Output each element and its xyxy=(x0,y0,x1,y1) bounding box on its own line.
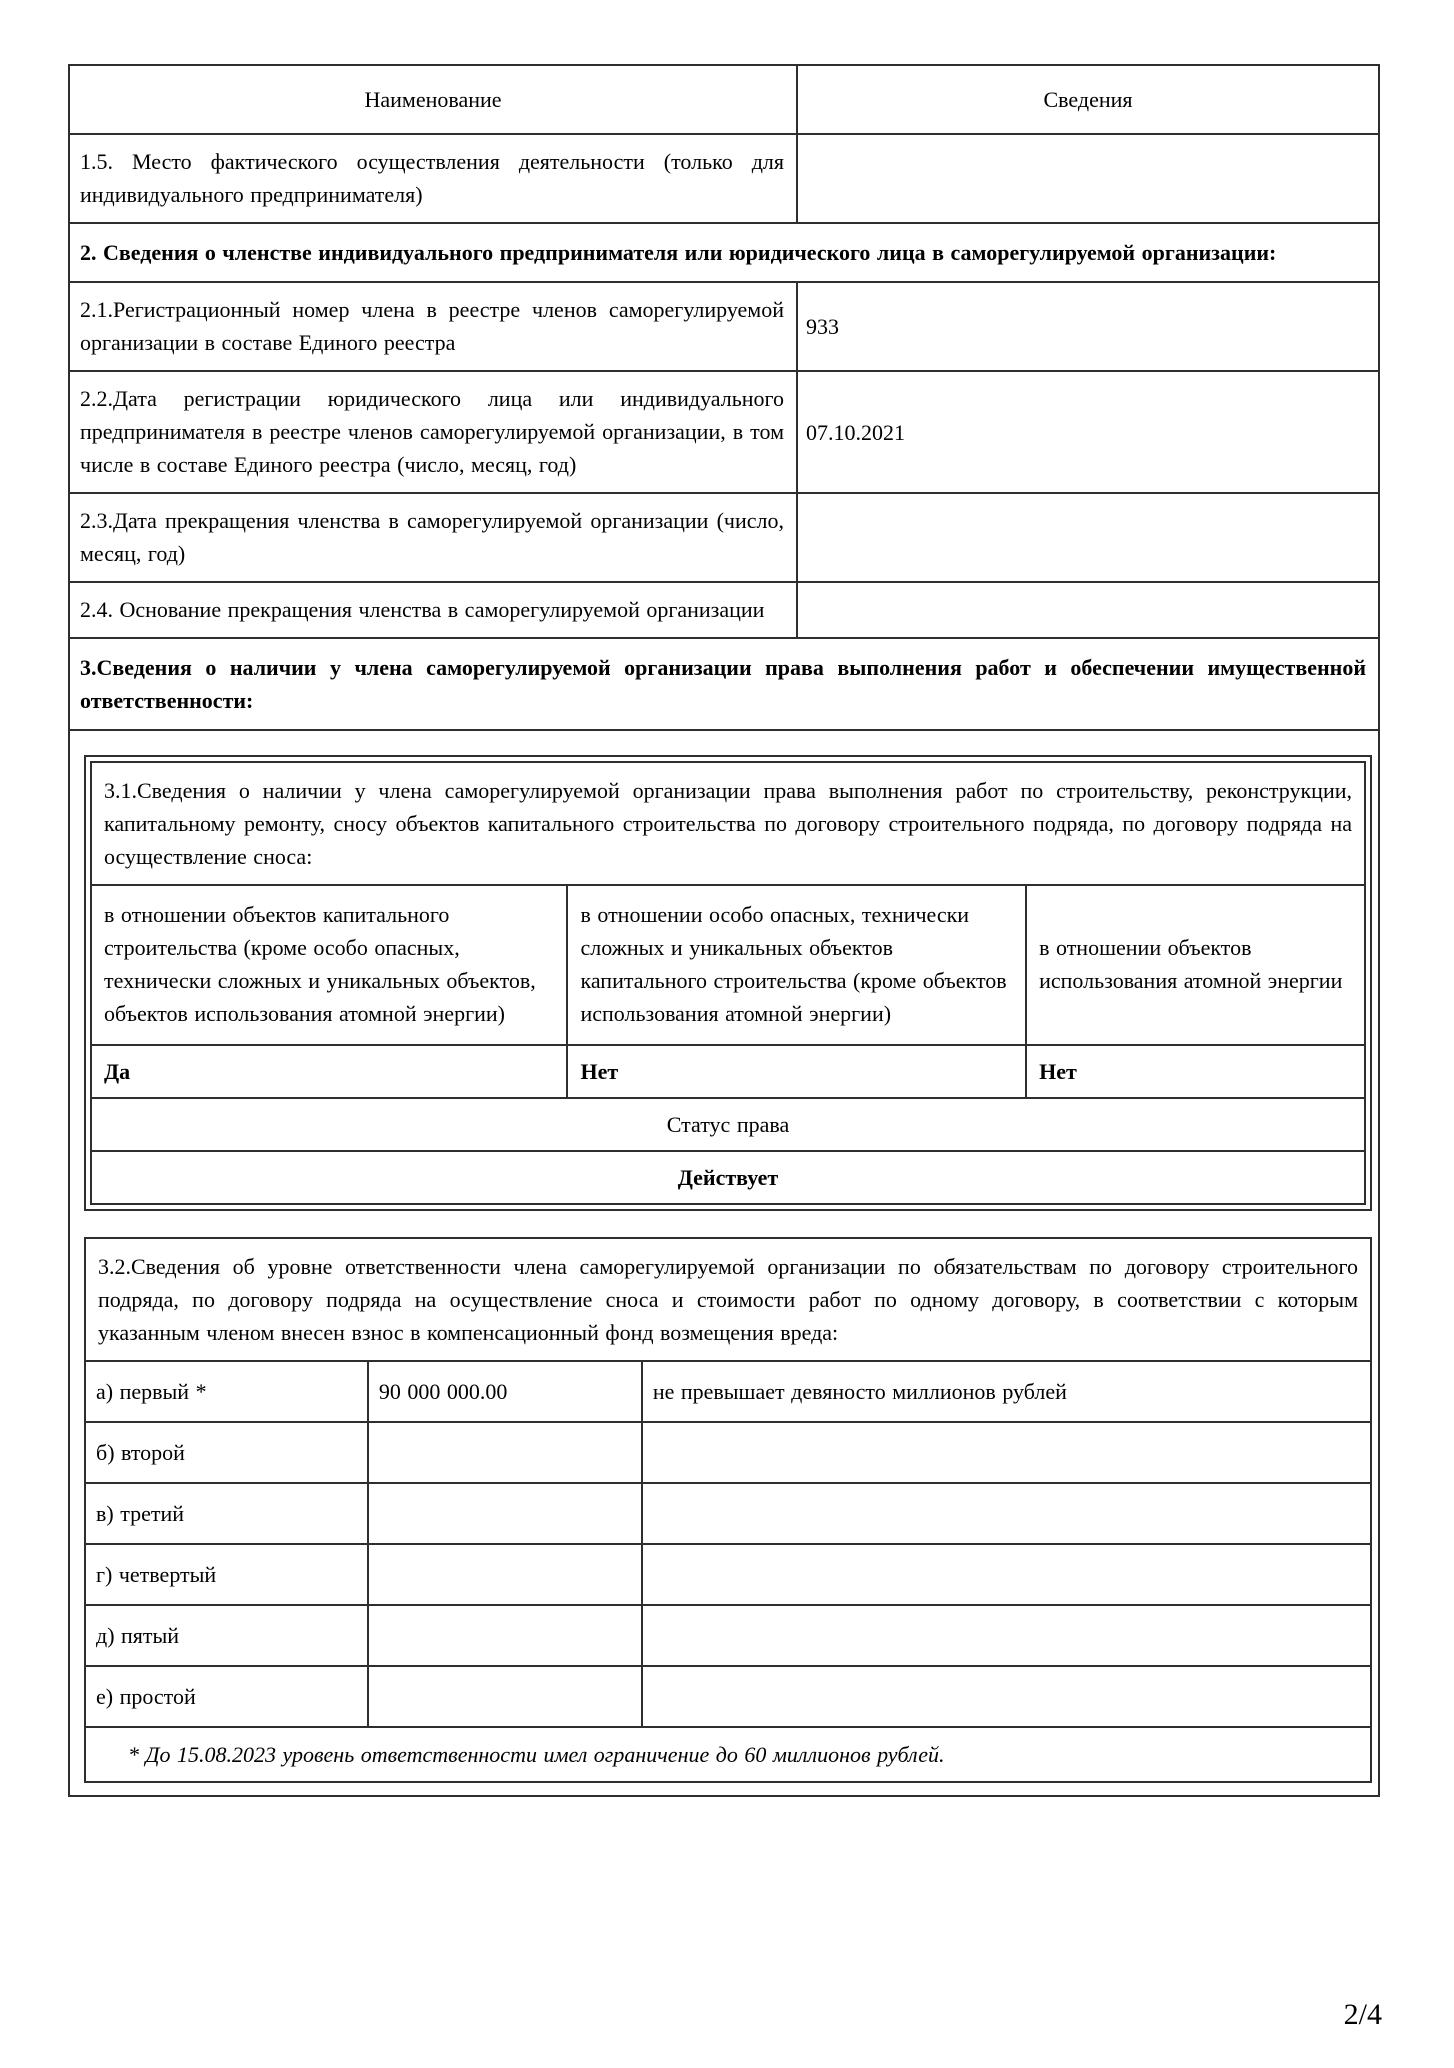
scope-capital-construction-label: в отношении объектов капитального строительства (кроме особо опасных, технически сложных и уникальных объектов, объектов использования атомной энергии) xyxy=(91,885,567,1045)
column-header-info: Сведения xyxy=(797,65,1379,134)
page-number: 2/4 xyxy=(1343,1998,1382,2031)
table-row xyxy=(85,1238,1371,1361)
responsibility-levels-table xyxy=(84,1237,1372,1783)
footnote-text: * До 15.08.2023 уровень ответственности имел ограничение до 60 миллионов рублей. xyxy=(85,1727,1371,1782)
section-2-header-row xyxy=(69,223,1379,282)
level-fifth-amount xyxy=(368,1605,642,1666)
work-rights-table xyxy=(90,761,1366,1205)
table-header-row xyxy=(69,65,1379,134)
registry-extract-table xyxy=(68,64,1380,1797)
row-2-2-value: 07.10.2021 xyxy=(797,371,1379,493)
footnote-row xyxy=(85,1727,1371,1782)
level-simple-amount xyxy=(368,1666,642,1727)
level-fourth-amount xyxy=(368,1544,642,1605)
level-row-fifth xyxy=(85,1605,1371,1666)
row-2-3-label: 2.3.Дата прекращения членства в саморегулируемой организации (число, месяц, год) xyxy=(69,493,797,582)
table-row xyxy=(91,885,1365,1045)
level-fifth-label: д) пятый xyxy=(85,1605,368,1666)
level-third-description xyxy=(642,1483,1371,1544)
table-row xyxy=(69,493,1379,582)
block-3-1-title: 3.1.Сведения о наличии у члена саморегулируемой организации права выполнения работ по строительству, реконструкции, капитальному ремонту, сносу объектов капитального строительства по договору строительного подряда, по договору подряда на осуществление сноса: xyxy=(91,762,1365,885)
row-2-2-label: 2.2.Дата регистрации юридического лица или индивидуального предпринимателя в реестре членов саморегулируемой организации, в том числе в составе Единого реестра (число, месяц, год) xyxy=(69,371,797,493)
block-3-2-title: 3.2.Сведения об уровне ответственности члена саморегулируемой организации по обязательствам по договору строительного подряда, по договору подряда на осуществление сноса и стоимости работ по одному договору, в соответствии с которым указанным членом внесен взнос в компенсационный фонд возмещения вреда: xyxy=(85,1238,1371,1361)
level-second-label: б) второй xyxy=(85,1422,368,1483)
row-2-1-value: 933 xyxy=(797,282,1379,371)
spacer xyxy=(84,1211,1372,1237)
level-first-amount: 90 000 000.00 xyxy=(368,1361,642,1422)
table-row xyxy=(69,282,1379,371)
right-status-value: Действует xyxy=(91,1151,1365,1204)
level-row-simple xyxy=(85,1666,1371,1727)
level-simple-description xyxy=(642,1666,1371,1727)
level-row-second xyxy=(85,1422,1371,1483)
section-3-content-cell xyxy=(69,730,1379,1796)
row-2-4-value xyxy=(797,582,1379,638)
table-row xyxy=(69,134,1379,223)
column-header-name: Наименование xyxy=(69,65,797,134)
scope-nuclear-energy-label: в отношении объектов использования атомной энергии xyxy=(1026,885,1365,1045)
section-3-content-row xyxy=(69,730,1379,1796)
table-row xyxy=(69,582,1379,638)
block-3-1-wrapper xyxy=(84,755,1372,1211)
level-fourth-label: г) четвертый xyxy=(85,1544,368,1605)
row-1-5-label: 1.5. Место фактического осуществления деятельности (только для индивидуального предпринимателя) xyxy=(69,134,797,223)
section-2-title: 2. Сведения о членстве индивидуального предпринимателя или юридического лица в саморегулируемой организации: xyxy=(69,223,1379,282)
level-row-fourth xyxy=(85,1544,1371,1605)
level-third-amount xyxy=(368,1483,642,1544)
table-row xyxy=(69,371,1379,493)
level-row-third xyxy=(85,1483,1371,1544)
scope-capital-construction-value: Да xyxy=(91,1045,567,1098)
level-fifth-description xyxy=(642,1605,1371,1666)
level-fourth-description xyxy=(642,1544,1371,1605)
right-status-caption: Статус права xyxy=(91,1098,1365,1151)
level-first-description: не превышает девяносто миллионов рублей xyxy=(642,1361,1371,1422)
scope-hazardous-objects-label: в отношении особо опасных, технически сложных и уникальных объектов капитального строительства (кроме объектов использования атомной энергии) xyxy=(567,885,1026,1045)
table-row xyxy=(91,1045,1365,1098)
section-3-header-row xyxy=(69,638,1379,730)
table-row xyxy=(91,762,1365,885)
scope-nuclear-energy-value: Нет xyxy=(1026,1045,1365,1098)
level-second-amount xyxy=(368,1422,642,1483)
table-row xyxy=(91,1098,1365,1151)
level-first-label: а) первый * xyxy=(85,1361,368,1422)
row-2-4-label: 2.4. Основание прекращения членства в саморегулируемой организации xyxy=(69,582,797,638)
level-third-label: в) третий xyxy=(85,1483,368,1544)
row-2-1-label: 2.1.Регистрационный номер члена в реестре членов саморегулируемой организации в составе Единого реестра xyxy=(69,282,797,371)
section-3-title: 3.Сведения о наличии у члена саморегулируемой организации права выполнения работ и обеспечении имущественной ответственности: xyxy=(69,638,1379,730)
scope-hazardous-objects-value: Нет xyxy=(567,1045,1026,1098)
row-1-5-value xyxy=(797,134,1379,223)
row-2-3-value xyxy=(797,493,1379,582)
level-row-first xyxy=(85,1361,1371,1422)
table-row xyxy=(91,1151,1365,1204)
level-simple-label: е) простой xyxy=(85,1666,368,1727)
level-second-description xyxy=(642,1422,1371,1483)
